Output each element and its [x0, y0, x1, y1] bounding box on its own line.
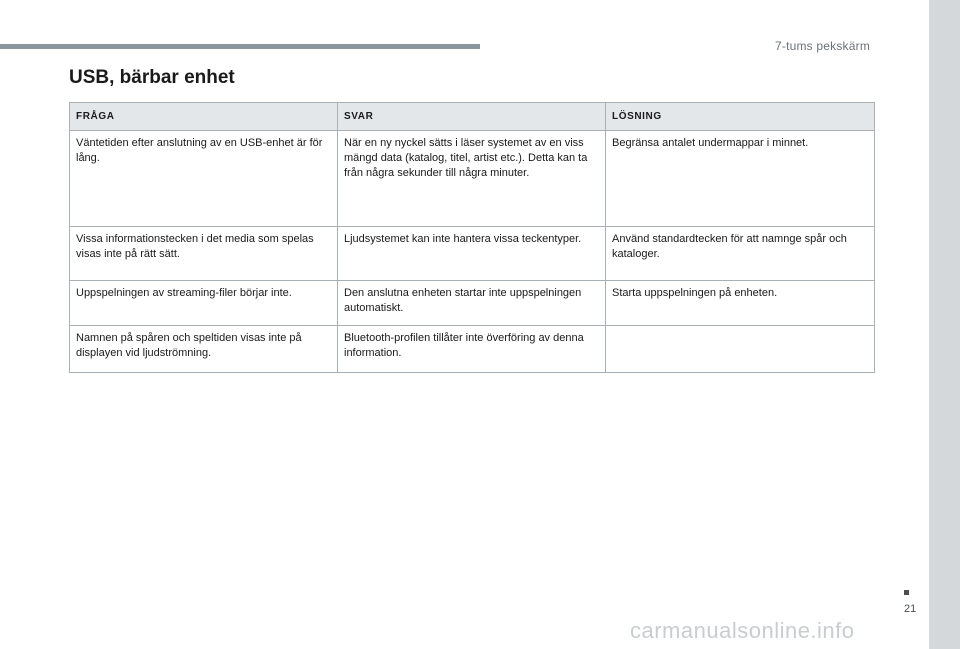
table-header-row	[70, 103, 875, 131]
answer-cell: När en ny nyckel sätts i läser systemet av en viss mängd data (katalog, titel, artist etc.). Detta kan ta från några sekunder till några minuter.	[338, 131, 606, 227]
table-row	[70, 131, 875, 227]
header-solution: LÖSNING	[606, 103, 875, 131]
solution-cell: Begränsa antalet undermappar i minnet.	[606, 131, 875, 227]
header-rule	[0, 44, 480, 49]
section-label: 7-tums pekskärm	[775, 39, 871, 53]
solution-cell	[606, 326, 875, 373]
side-strip	[929, 0, 960, 649]
page-marker	[904, 590, 909, 595]
watermark: carmanualsonline.info	[630, 618, 855, 643]
solution-cell: Använd standardtecken för att namnge spår och kataloger.	[606, 227, 875, 281]
header-question: FRÅGA	[70, 103, 338, 131]
solution-cell: Starta uppspelningen på enheten.	[606, 281, 875, 326]
page-title: USB, bärbar enhet	[69, 67, 235, 88]
answer-cell: Ljudsystemet kan inte hantera vissa teckentyper.	[338, 227, 606, 281]
question-cell: Uppspelningen av streaming-filer börjar inte.	[70, 281, 338, 326]
answer-cell: Bluetooth-profilen tillåter inte överföring av denna information.	[338, 326, 606, 373]
answer-cell: Den anslutna enheten startar inte uppspelningen automatiskt.	[338, 281, 606, 326]
troubleshooting-table	[69, 102, 875, 373]
question-cell: Namnen på spåren och speltiden visas inte på displayen vid ljudströmning.	[70, 326, 338, 373]
table-row	[70, 326, 875, 373]
table-row	[70, 281, 875, 326]
table-row	[70, 227, 875, 281]
header-answer: SVAR	[338, 103, 606, 131]
question-cell: Vissa informationstecken i det media som spelas visas inte på rätt sätt.	[70, 227, 338, 281]
question-cell: Väntetiden efter anslutning av en USB-enhet är för lång.	[70, 131, 338, 227]
page-number: 21	[904, 603, 917, 615]
